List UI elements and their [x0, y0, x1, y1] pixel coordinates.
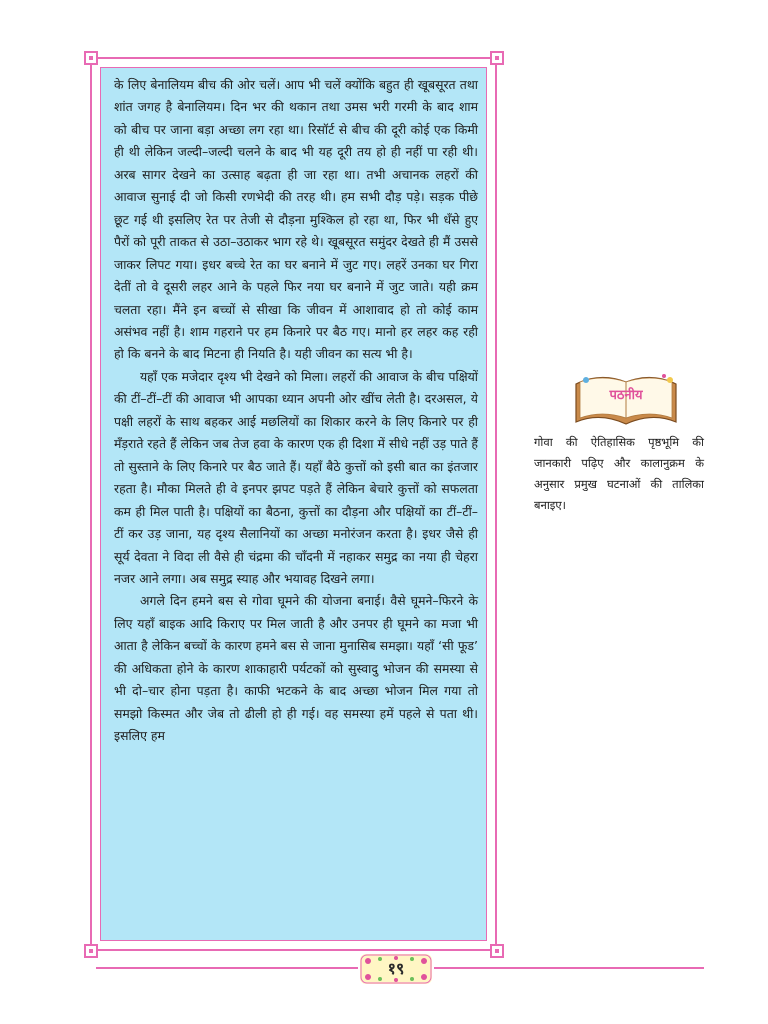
panel-corner-ornament: [84, 51, 98, 65]
paragraph: अगले दिन हमने बस से गोवा घूमने की योजना बनाई। वैसे घूमने–फिरने के लिए यहाँ बाइक आदि किराए पर मिल जाती है और उनपर ही घूमने का मजा भी आता है लेकिन बच्चों के कारण हमने बस से जाना मुनासिब समझा। यहाँ ‘सी फूड’ की अधिकता होने के कारण शाकाहारी पर्यटकों को सुस्वादु भोजन की समस्या से भी दो–चार होना पड़ता है। काफी भटकने के बाद अच्छा भोजन मिल गया तो समझो किस्मत और जेब तो ढीली हो ही गई। वह समस्या हमें पहले से पता थी। इसलिए हम: [114, 593, 478, 744]
paragraph: यहाँ एक मजेदार दृश्य भी देखने को मिला। लहरों की आवाज के बीच पक्षियों की टीं–टीं–टीं की आवाज भी आपका ध्यान अपनी ओर खींच लेती है। दरअसल, ये पक्षी लहरों के साथ बहकर आई मछलियों का शिकार करने के लिए किनारे पर ही मँड़राते रहते हैं लेकिन जब तेज हवा के कारण एक ही दिशा में सीधे नहीं उड़ पाते हैं तो सुस्ताने के लिए किनारे पर बैठ जाते हैं। यहाँ बैठे कुत्तों को इसी बात का इंतजार रहता है। मौका मिलते ही वे इनपर झपट पड़ते हैं लेकिन बेचारे कुत्तों को सफलता कम ही मिल पाती है। पक्षियों का बैठना, कुत्तों का दौड़ना और पक्षियों का टीं–टीं–टीं कर उड़ जाना, यह दृश्य सैलानियों का अच्छा मनोरंजन करता है। इधर जैसे ही सूर्य देवता ने विदा ली वैसे ही चंद्रमा की चाँदनी में नहाकर समुद्र का नया ही चेहरा नजर आने लगा। अब समुद्र स्याह और भयावह दिखने लगा।: [114, 368, 478, 586]
activity-note: गोवा की ऐतिहासिक पृष्ठभूमि की जानकारी पढ़िए और कालानुक्रम के अनुसार प्रमुख घटनाओं की तालिका बनाइए।: [534, 435, 704, 512]
book-label: पठनीय: [609, 388, 643, 403]
panel-corner-ornament: [84, 944, 98, 958]
footer-rule-left: [96, 967, 358, 969]
main-text: [114, 74, 478, 748]
panel-corner-ornament: [490, 944, 504, 958]
footer-rule-right: [434, 967, 704, 969]
paragraph: के लिए बेनालियम बीच की ओर चलें। आप भी चलें क्योंकि बहुत ही खूबसूरत तथा शांत जगह है बेनालियम। दिन भर की थकान तथा उमस भरी गरमी के बाद शाम को बीच पर जाना बड़ा अच्छा लग रहा था। रिसॉर्ट से बीच की दूरी कोई एक किमी ही थी लेकिन जल्दी–जल्दी चलने के बाद भी यह दूरी तय हो ही नहीं पा रही थी। अरब सागर देखने का उत्साह बढ़ता ही जा रहा था। तभी अचानक लहरों की आवाज सुनाई दी जो किसी रणभेदी की तरह थी। हम सभी दौड़ पड़े। सड़क पीछे छूट गई थी इसलिए रेत पर तेजी से दौड़ना मुश्किल हो रहा था, फिर भी धँसे हुए पैरों को पूरी ताकत से उठा–उठाकर भाग रहे थे। खूबसूरत समुंदर देखते ही मैं उससे जाकर लिपट गया। इधर बच्चे रेत का घर बनाने में जुट गए। लहरें उनका घर गिरा देतीं तो वे दूसरी लहर आने के पहले फिर नया घर बनाने में जुट जाते। यही क्रम चलता रहा। मैंने इन बच्चों से सीखा कि जीवन में आशावाद हो तो कोई काम असंभव नहीं है। शाम गहराने पर हम किनारे पर बैठ गए। मानो हर लहर कह रही हो कि बनने के बाद मिटना ही नियति है। यही जीवन का सत्य भी है।: [114, 77, 478, 362]
panel-corner-ornament: [490, 51, 504, 65]
page-number: १९: [387, 959, 405, 978]
